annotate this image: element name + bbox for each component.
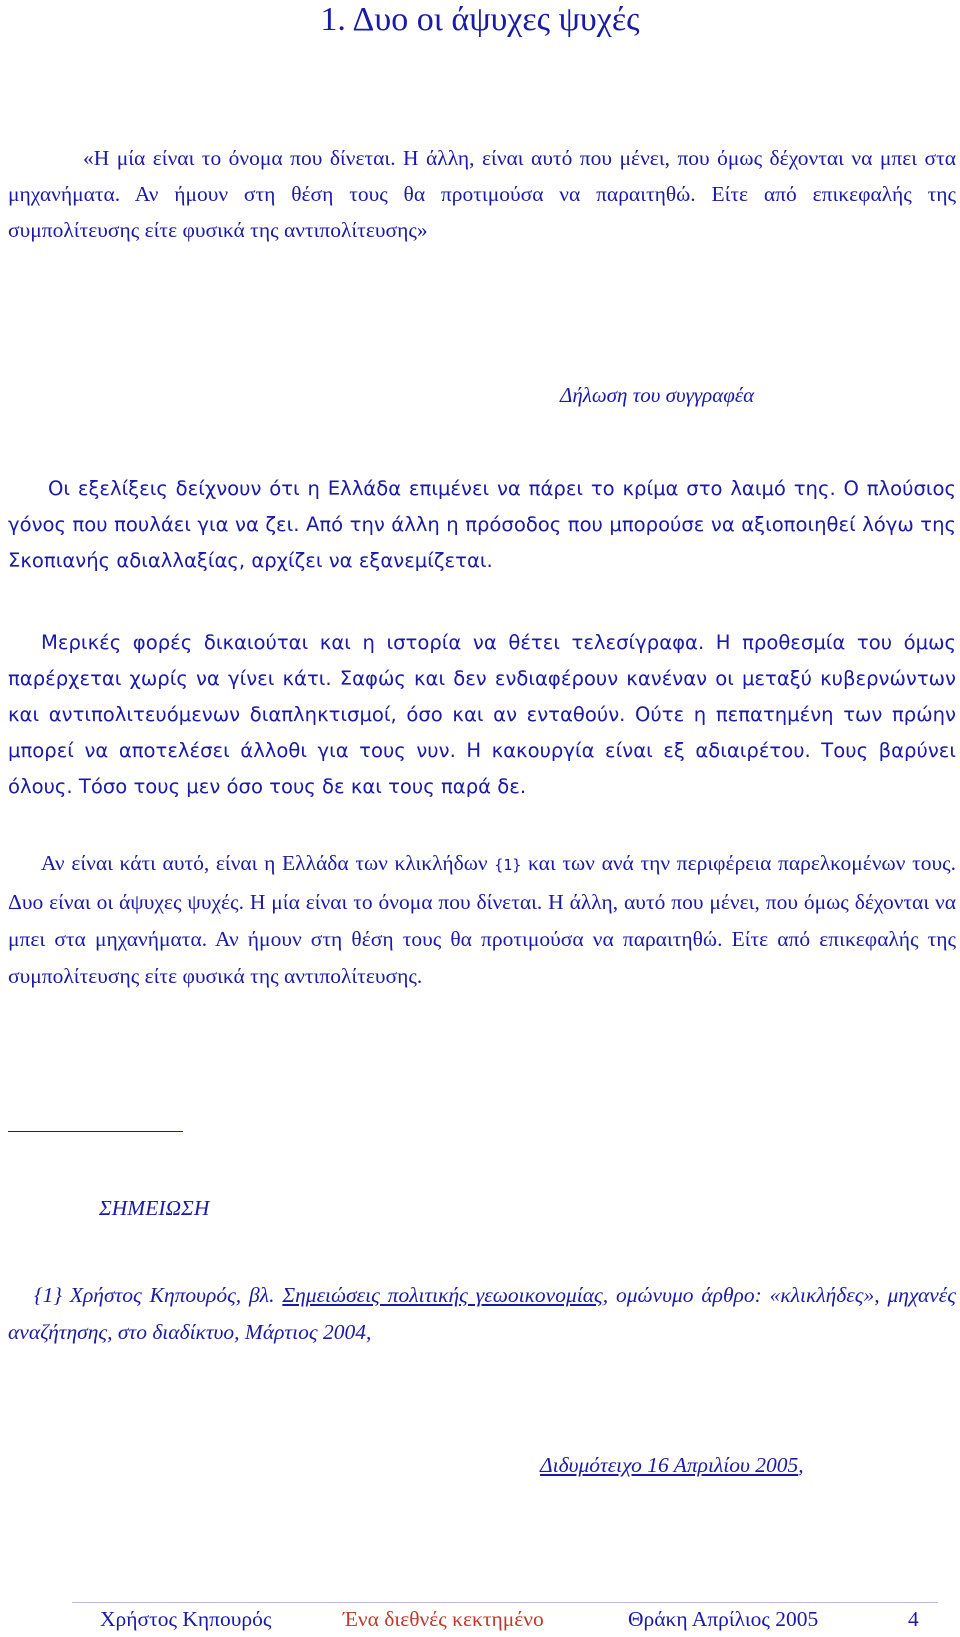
body-paragraph-2 (8, 625, 956, 805)
body-paragraph-1 (8, 471, 956, 579)
footnote-1-text (8, 1277, 956, 1351)
footnote-details: , ομώνυμο άρθρο: «κλικλήδες», μηχανές αναζήτησης, στο διαδίκτυο, Μάρτιος 2004, (8, 1283, 956, 1344)
epigraph-attribution: Δήλωση του συγγραφέα (560, 383, 755, 407)
body-paragraph-1-text: Οι εξελίξεις δείχνουν ότι η Ελλάδα επιμένει να πάρει το κρίμα στο λαιμό της. Ο πλούσιος γόνος που πουλάει για να ζει. Από την άλλη η πρόσοδος που μπορούσε να αξιοποιηθεί λόγω της Σκοπιανής αδιαλλαξίας, αρχίζει να εξανεμίζεται. (8, 477, 956, 572)
footnote-source-link[interactable]: Σημειώσεις πολιτικής γεωοικονομίας (282, 1283, 603, 1307)
body-paragraph-3-start: Αν είναι κάτι αυτό, είναι η Ελλάδα των κλικλήδων (41, 851, 495, 875)
footer-place-date: Θράκη Απρίλιος 2005 (628, 1607, 819, 1631)
body-paragraph-3-text (8, 845, 956, 995)
notes-heading: ΣΗΜΕΙΩΣΗ (99, 1196, 210, 1220)
body-paragraph-2-text: Μερικές φορές δικαιούται και η ιστορία να θέτει τελεσίγραφα. Η προθεσμία του όμως παρέρχεται χωρίς να γίνει κάτι. Σαφώς και δεν ενδιαφέρουν κανέναν οι μεταξύ κυβερνώντων και αντιπολιτευόμενων διαπληκτισμοί, όσο και αν ενταθούν. Ούτε η πεπατημένη των πρώην μπορεί να αποτελέσει άλλοθι για τους νυν. Η κακουργία είναι εξ αδιαιρέτου. Τους βαρύνει όλους. Τόσο τους μεν όσο τους δε και τους παρά δε. (8, 631, 956, 798)
dateline-comma: , (798, 1453, 804, 1477)
epigraph-quote (8, 140, 956, 248)
body-paragraph-3 (8, 845, 956, 995)
epigraph-quote-text: «Η μία είναι το όνομα που δίνεται. Η άλλη, είναι αυτό που μένει, που όμως δέχονται να μπει στα μηχανήματα. Αν ήμουν στη θέση τους θα προτιμούσα να παραιτηθώ. Είτε από επικεφαλής της συμπολίτευσης είτε φυσικά της αντιπολίτευσης» (8, 146, 956, 242)
footnote-marker: {1} (34, 1283, 62, 1307)
footnote-separator (8, 1131, 183, 1132)
footnote-author: Χρήστος Κηπουρός, βλ. (61, 1283, 283, 1307)
chapter-title: 1. Δυο οι άψυχες ψυχές (320, 1, 640, 38)
footnote-1 (8, 1277, 956, 1351)
footer-author: Χρήστος Κηπουρός (100, 1607, 272, 1631)
footnote-reference-link[interactable]: {1} (494, 856, 522, 874)
dateline-place-date: Διδυμότειχο 16 Απριλίου 2005 (540, 1453, 799, 1477)
footer-work-title: Ένα διεθνές κεκτημένο (343, 1607, 544, 1631)
dateline (540, 1453, 804, 1478)
footer-page-number: 4 (908, 1607, 919, 1631)
body-paragraph-3-end: και των ανά την περιφέρεια παρελκομένων τους. Δυο είναι οι άψυχες ψυχές. Η μία είναι το όνομα που δίνεται. Η άλλη, αυτό που μένει, που όμως δέχονται να μπει στα μηχανήματα. Αν ήμουν στη θέση τους θα προτιμούσα να παραιτηθώ. Είτε από επικεφαλής της συμπολίτευσης είτε φυσικά της αντιπολίτευσης. (8, 851, 957, 988)
